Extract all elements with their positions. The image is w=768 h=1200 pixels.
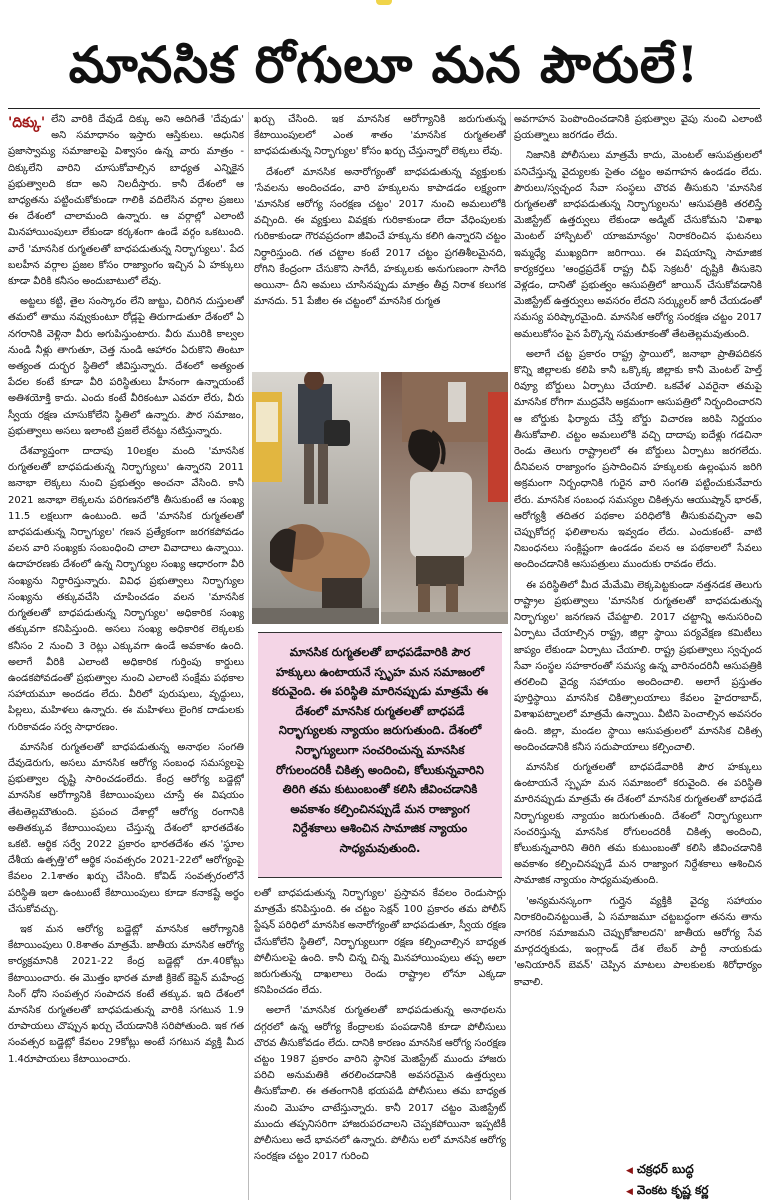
kicker-word: 'దిక్కు' <box>8 115 46 131</box>
article-lead: లేని వారికి దేవుడే దిక్కు అని ఆదిగితే 'దేవుడు' అని సమాధానం ఇస్తారు ఆస్తికులు. ఆధునిక ప్రజాస్వామ్య సమాజాలపై విశ్వాసం ఉన్న వారు మాత్రం - దిక్కులేని వారిని చూసుకోవాల్సిన బాధ్యత ఎన్నికైన ప్రభుత్వాలది కదా అని నిలదీస్తారు. కానీ దేశంలో ఆ బాధ్యతను పట్టించుకోకుండా గాలికి వదిలేసిన వర్గాల ప్రజలు ఈ దేశంలో చాలామంది ఉన్నారు. ఆ వర్గాల్లో ఎలాంటి మినహాయింపులూ లేకుండా కర్కశంగా ఉండే వర్గం ఒకటుంది. వారే 'మానసిక రుగ్మతలతో బాధపడుతున్న నిర్భాగ్యులు'. పేద బలహీన వర్గాల ప్రజల కోసం రాజ్యాంగం ఇచ్చిన ఏ హక్కులు కూడా వీరికి కనీసం అందుబాటులో లేవు. <box>8 114 244 288</box>
author-byline <box>626 1160 764 1200</box>
article-paragraph: అట్టలు కట్టి, తైల సంస్కారం లేని జుట్టు, చిరిగిన దుస్తులతో తమలో తాము నవ్వుకుంటూ రోడ్లపై తిరుగాడుతూ దేశంలో ఏ నగరానికి వెళ్లినా వీరు అగుపిస్తుంటారు. వీరు మురికి కాల్వల నుండి నీళ్లు తాగుతూ, చెత్త నుండి ఆహారం ఏరుకొని తింటూ అత్యంత దుర్భర స్థితిలో జీవిస్తున్నారు. దేశంలో అత్యంత పేదల కంటే కూడా వీరి పరిస్థితులు హీనంగా ఉన్నాయంటే అతిశయోక్తి కాదు. ఎందు కంటే వీరికంటూ ఎవరూ లేరు, వీరు స్వీయ రక్షణ చూసుకోలేని స్థితిలో ఉన్నారు. పౌర సమాజం, ప్రభుత్వాలు అసలు ఇలాంటి ప్రజలే లేనట్టు నటిస్తున్నారు. <box>8 296 244 437</box>
article-paragraph: ఖర్చు చేసింది. ఇక మానసిక ఆరోగ్యానికి జరుగుతున్న కేటాయింపులలో ఎంత శాతం 'మానసిక రుగ్మతలతో బాధపడుతున్న నిర్భాగ్యుల' కోసం ఖర్చు చేస్తున్నారో లెక్కలు లేవు. <box>254 114 506 158</box>
article-paragraph: దేశవ్యాప్తంగా దాదాపు 10లక్షల మంది 'మానసిక రుగ్మతలతో బాధపడుతున్న నిర్భాగ్యులు' ఉన్నారని 2011 జనాభా లెక్కలు నుంచి ప్రభుత్వం అంచనా వేసింది. కానీ 2021 జనాభా లెక్కలను పరిగణనలోకి తీసుకుంటే ఆ సంఖ్య 11.5 లక్షలుగా ఉంటుంది. అదే 'మానసిక రుగ్మతలతో బాధపడుతున్న నిర్భాగ్యుల' గణన ప్రత్యేకంగా జరగకపోవడం వలన వారి సంఖ్యకు సంబంధించి చాలా వివాదాలు ఉన్నాయి. ఉదాహరణకు దేశంలో ఉన్న నిర్భాగ్యుల సంఖ్య ఆధారంగా వీరి సంఖ్యను నిర్ధారిస్తున్నారు. వివిధ ప్రభుత్వాలు నిర్భాగ్యుల సంఖ్యను తక్కువచేసి చూపించడం వలన 'మానసిక రుగ్మతలతో బాధపడుతున్న నిర్భాగ్యుల' అధికారిక సంఖ్య తక్కువగా కనిపిస్తుంది. అసలు సంఖ్య అధికారిక లెక్కలకు కనీసం 2 నుంచి 3 రెట్లు ఎక్కువగా ఉండే అవకాశం ఉంది. అలాగే వీరికి ఎలాంటి అధికారిక గుర్తింపు కార్డులు ఉండకపోవడంతో ప్రభుత్వాల నుంచి ఎలాంటి సంక్షేమ పథకాల సహాయమూ అందడం లేదు. వీరిలో పురుషులు, వృద్ధులు, పిల్లలు, మహిళలు ఉన్నారు. ఈ మహిళలు లైంగిక దాడులకు గురికావడం సర్వ సాధారణం. <box>8 446 244 733</box>
masthead-mark <box>0 0 768 10</box>
article-paragraph: అలాగే 'మానసిక రుగ్మతలతో బాధపడుతున్న అనాథలను దగ్గరలో ఉన్న ఆరోగ్య కేంద్రాలకు పంపడానికి కూడా పోలీసులు చొరవ తీసుకోవడం లేదు. దానికి కారణం మానసిక ఆరోగ్య సంరక్షణ చట్టం 1987 ప్రకారం వారిని స్థానిక మెజిస్ట్రేట్ ముందు హాజరు పరిచి అనుమతికి తరలించడానికి అవసరమైన ఉత్తర్వులు తీసుకోవాలి. ఈ తతంగానికి భయపడి పోలీసులు తమ బాధ్యత నుంచి మొహం చాటేస్తున్నారు. కానీ 2017 చట్టం మెజిస్ట్రేట్ ముందు తప్పనిసరిగా హాజరుపరచాలని చెప్పకపోయినా ఇప్పటికీ పోలీసులు అదే భావనలో ఉన్నారు. పోలీసు లలో మానసిక ఆరోగ్య సంరక్షణ చట్టం 2017 గురించి <box>254 1005 506 1163</box>
bullet-icon: ◀ <box>626 1166 633 1176</box>
author-line <box>626 1181 764 1200</box>
column-divider <box>248 112 249 1200</box>
article-paragraph: లతో బాధపడుతున్న నిర్భాగ్యుల' ప్రస్తావన కేవలం రెండుసార్లు మాత్రమే కనిపిస్తుంది. ఈ చట్టం సెక్షన్ 100 ప్రకారం తమ పోలీస్ స్టేషన్ పరిధిలో మానసిక అనారోగ్యంతో బాధపడుతూ, స్వీయ రక్షణ చేసుకోలేని స్థితిలో, నిర్భాగ్యులుగా రక్షణ కల్పించాల్సిన బాధ్యత పోలీసులపై ఉంది. కానీ చిన్న చిన్న మినహాయింపులు తప్ప అలా జరుగుతున్న దాఖలాలు రెండు రాష్ట్రాల లోనూ ఎక్కడా కనిపించడం లేదు. <box>254 888 506 997</box>
article-paragraph: అలాగే చట్ట ప్రకారం రాష్ట్ర స్థాయిలో, జనాభా ప్రాతిపదికన కొన్ని జిల్లాలకు కలిపి కానీ ఒక్కొక్క జిల్లాకు కానీ మెంటల్ హెల్త్ రివ్యూ బోర్డులు ఏర్పాటు చేయాలి. ఒకవేళ ఎవరైనా తమపై మానసిక రోగిగా ముద్రవేసి అక్రమంగా ఆసుపత్రిలో నిర్భందించారని ఆ బోర్డుకు ఫిర్యాదు చేస్తే బోర్డు విచారణ జరిపి నిర్ణయం తీసుకోవాలి. చట్టం అమలులోకి వచ్చి దాదాపు ఐదేళ్లు గడచినా రెండు తెలుగు రాష్ట్రాలలో ఈ బోర్డులు ఏర్పాటు జరగలేదు. దీనివలన రాజ్యాంగం ప్రసాదించిన హక్కులకు ఉల్లంఘన జరిగి అక్రమంగా నిర్బంధానికి గురైన వారి సంగతి పట్టించుకునేవారు లేరు. మానసిక సంబంధ సమస్యల చికిత్సను ఆయుష్మాన్ భారత్, ఆరోగ్యశ్రీ తదితర పథకాల పరిధిలోకి తీసుకువచ్చినా అవి చెప్పుకోదగ్గ ఫలితాలను ఇవ్వడం లేదు. ఎందుకంటే- వాటి నిబంధనలు సంక్లిష్టంగా ఉండడం వలన ఆ పథకాలలో సేవలు అందించడానికి ఆసుపత్రులు ముందుకు రావడం లేదు. <box>514 348 762 571</box>
article-paragraph: ఇక మన ఆరోగ్య బడ్జెట్లో మానసిక ఆరోగ్యానికి కేటాయింపులు 0.8శాతం మాత్రమే. జాతీయ మానసిక ఆరోగ్య కార్యక్రమానికి 2021-22 కేంద్ర బడ్జెట్లో రూ.40కోట్లు కేటాయించారు. ఈ మొత్తం భారత మాజీ క్రికెట్ కెప్టెన్ మహేంద్ర సింగ్ ధోని సంపత్సర సంపాదన కంటే తక్కువ. ఇది దేశంలో మానసిక రుగ్మతలతో బాధపడుతున్న వారికి సగటున 1.9 రూపాయలు చొప్పున ఖర్చు చేయడానికి సరిపోతుంది. ఇక గత సంవత్సర బడ్జెట్లో కేవలం 29కోట్లు అంటే సగటున వ్యక్తి మీద 1.4రూపాయలు కేటాయించారు. <box>8 923 244 1065</box>
article-paragraph: ఈ పరిస్థితిలో మీద మేమేమి లెక్కపెట్టకుండా నత్తనడక తెలుగు రాష్ట్రాల ప్రభుత్వాలు 'మానసిక రుగ్మతలతో బాధపడుతున్న నిర్భాగ్యుల' జనగణన చేపట్టాలి. 2017 చట్టాన్ని అనుసరించి ఏర్పాటు చేయాల్సిన రాష్ట్ర, జిల్లా స్థాయి పర్యవేక్షణ కమిటీలు జాప్యం లేకుండా ఏర్పాటు చేయాలి. రాష్ట్ర ప్రభుత్వాలు స్వచ్ఛంద సేవా సంస్థల సహకారంతో సమస్య ఉన్న వారినందరినీ ఆసుపత్రికి తరలించి వైద్య సహాయం అందించాలి. అలాగే ప్రస్తుతం పూర్తిస్థాయి మానసిక చికిత్సాలయాలు కేవలం హైదరాబాద్, విశాఖపట్నాలలో మాత్రమే ఉన్నాయి. వీటిని పెంచాల్సిన అవసరం ఉంది. జిల్లా, మండల స్థాయి ఆసుపత్రులలో మానసిక చికిత్స అందించడానికి కనీస సదుపాయాలు కల్పించాలి. <box>514 579 762 753</box>
page-title: మానసిక రోగులూ మన పౌరులే! <box>68 35 700 94</box>
bullet-icon: ◀ <box>626 1187 633 1197</box>
article-photo <box>252 372 508 624</box>
article-paragraph: 'అన్యమనస్కంగా గుర్తైన వ్యక్తికి వైద్య సహాయం నిరాకరించినట్టయితే, ఏ సమాజమూ చట్టబద్ధంగా తనను తాను నాగరిక సమాజమని చెప్పుకోజాలదని' జాతీయ ఆరోగ్య సేవ మార్గదర్శకుడు, ఇంగ్లాండ్ దేశ లేబర్ పార్టీ నాయకుడు 'అనియారిన్ బెవన్' చెప్పిన మాటలు పాలకులకు శిరోధార్యం కావాలి. <box>514 895 762 988</box>
article-paragraph: నిజానికి పోలీసులు మాత్రమే కాదు, మెంటల్ ఆసుపత్రులలో పనిచేస్తున్న వైద్యులకు సైతం చట్టం అవగాహన ఉండడం లేదు. పౌరులు/స్వచ్ఛంద సేవా సంస్థలు చొరవ తీసుకుని 'మానసిక రుగ్మతలతో బాధపడుతున్న నిర్భాగ్యులను' ఆసుపత్రికి తరలిస్తే మెజిస్ట్రేట్ ఉత్తర్వులు లేకుండా అడ్మిట్ చేసుకోమని 'విశాఖ మెంటల్ హాస్పిటల్' యాజమాన్యం' నిరాకరించిన ఘటనలు ఇమ్మధ్యే ముఖ్యదిగా జరిగాయి. ఈ విషయాన్ని సామాజిక కార్యకర్తలు 'ఆంధ్రప్రదేశ్ రాష్ట్ర చీఫ్ సెక్రటరీ' దృష్టికి తీసుకెని వెళ్లడం, దానితో ప్రభుత్వం ఆసుపత్రిలో జాయిన్ చేసుకోవడానికి మెజిస్ట్రేట్ ఉత్తర్వులు అవసరం లేదని సర్క్యులర్ జారీ చేయడంతో సమస్య పరిష్కారమైంది. మానసిక ఆరోగ్య సంరక్షణ చట్టం 2017 అమలుకోసం పైన పేర్కొన్న సమతూకంతో తేటతెల్లమవుతుంది. <box>514 150 762 340</box>
article-paragraph: మానసిక రుగ్మతలతో బాధపడుతున్న అనాథల సంగతి దేవుడెరుగు, అసలు మానసిక ఆరోగ్య సంబంధ సమస్యలపై ప్రభుత్వాల దృష్టి సారించడంలేదు. కేంద్ర ఆరోగ్య బడ్జెట్లో మానసిక ఆరోగ్యానికి కేటాయింపులు చూస్తే ఈ విషయం తేటతెల్లమౌతుంది. ప్రపంచ దేశాల్లో ఆరోగ్య రంగానికి అతితక్కువ కేటాయింపులు చేస్తున్న దేశంలో భారతదేశం ఒకటి. ఆర్థిక సర్వే 2022 ప్రకారం భారతదేశం తన 'స్థూల దేశీయ ఉత్పత్తి'లో ఆర్థిక సంవత్సరం 2021-22లో ఆరోగ్యంపై కేవలం 2.1శాతం ఖర్చు చేసింది. కోవిడ్ సంవత్సరంలోనే పరిస్థితి ఇలా ఉంటుంటే కేటాయింపులు కూడా కనాకష్టే అర్థం చేసుకోవచ్చు. <box>8 741 244 915</box>
article-column-1 <box>8 112 244 1200</box>
pull-quote: మానసిక రుగ్మతలతో బాధపడేవారికి పౌర హక్కులు ఉంటాయనే స్పృహ మన సమాజంలో కరువైంది. ఈ పరిస్థితి మారినప్పుడు మాత్రమే ఈ దేశంలో మానసిక రుగ్మతలతో బాధపడే నిర్భాగ్యులకు న్యాయం జరుగుతుంది. దేశంలో నిర్భాగ్యులుగా సంచరించున్న మానసిక రోగులందరికీ చికిత్స అందించి, కోలుకున్నవారిని తిరిగి తమ కుటుంబంతో కలిసి జీవించడానికి అవకాశం కల్పించినప్పుడే మన రాజ్యాంగ నిర్దేశకాలు ఆశించిన సామాజిక న్యాయం సాధ్యమవుతుంది. <box>258 632 502 878</box>
article-paragraph: అవగాహన పెంపొందించడానికి ప్రభుత్వాల వైపు నుంచి ఎలాంటి ప్రయత్నాలు జరగడం లేదు. <box>514 114 762 142</box>
photo-illustration <box>252 372 508 624</box>
article-column-2-bottom <box>254 886 506 1200</box>
article-column-3 <box>514 112 762 1154</box>
article-column-2-top <box>254 112 506 370</box>
author-name: చక్రధర్ బుద్ధ <box>636 1162 694 1176</box>
article-paragraph: మానసిక రుగ్మతలతో బాధపడేవారికి పౌర హక్కులు ఉంటాయనే స్పృహ మన సమాజంలో కరువైంది. ఈ పరిస్థితి మారినప్పుడు మాత్రమే ఈ దేశంలో మానసిక రుగ్మతలతో బాధపడే నిర్భాగ్యులకు న్యాయం జరుగుతుంది. దేశంలో నిర్భాగ్యులుగా సంచరిస్తున్న మానసిక రోగులందరికీ చికిత్స అందించి, కోలుకున్నవారిని తిరిగి తమ కుటుంబంతో కలిసి జీవించడానికి అవకాశం కల్పించినప్పుడే మన రాజ్యాంగ నిర్దేశకాలు ఆశించిన సామాజిక న్యాయం సాధ్యమవుతుంది. <box>514 761 762 887</box>
column-divider <box>510 112 511 1200</box>
author-line <box>626 1160 764 1181</box>
article-paragraph: దేశంలో మానసిక అనారోగ్యంతో బాధపడుతున్న వ్యక్తులకు 'సేవలను అందించడం, వారి హక్కులను కాపాడడం లక్ష్యంగా 'మానసిక ఆరోగ్య సంరక్షణ చట్టం' 2017 నుంచి అమలులోకి వచ్చింది. ఈ వ్యక్తులు వివక్షకు గురికాకుండా లేదా వేధింపులకు గురికాకుండా గౌరవప్రదంగా జీవించే హక్కును కలిగి ఉన్నారని చట్టం నిర్ధారిస్తుంది. గత చట్టాల కంటే 2017 చట్టం ప్రగతిశీలమైనది, రోగిని కేంద్రంగా చేసుకొని సాగేదీ, హక్కులకు అనుగుణంగా సాగేది అయినా- దీని అమలు చూసినప్పుడు మాత్రం తీవ్ర నిరాశ కలుగక మానదు. 51 పేజీల ఈ చట్టంలో మానసిక రుగ్మత <box>254 166 506 308</box>
headline-divider <box>8 108 760 109</box>
author-name: వెంకట కృష్ణ కర్ణ <box>636 1183 709 1197</box>
